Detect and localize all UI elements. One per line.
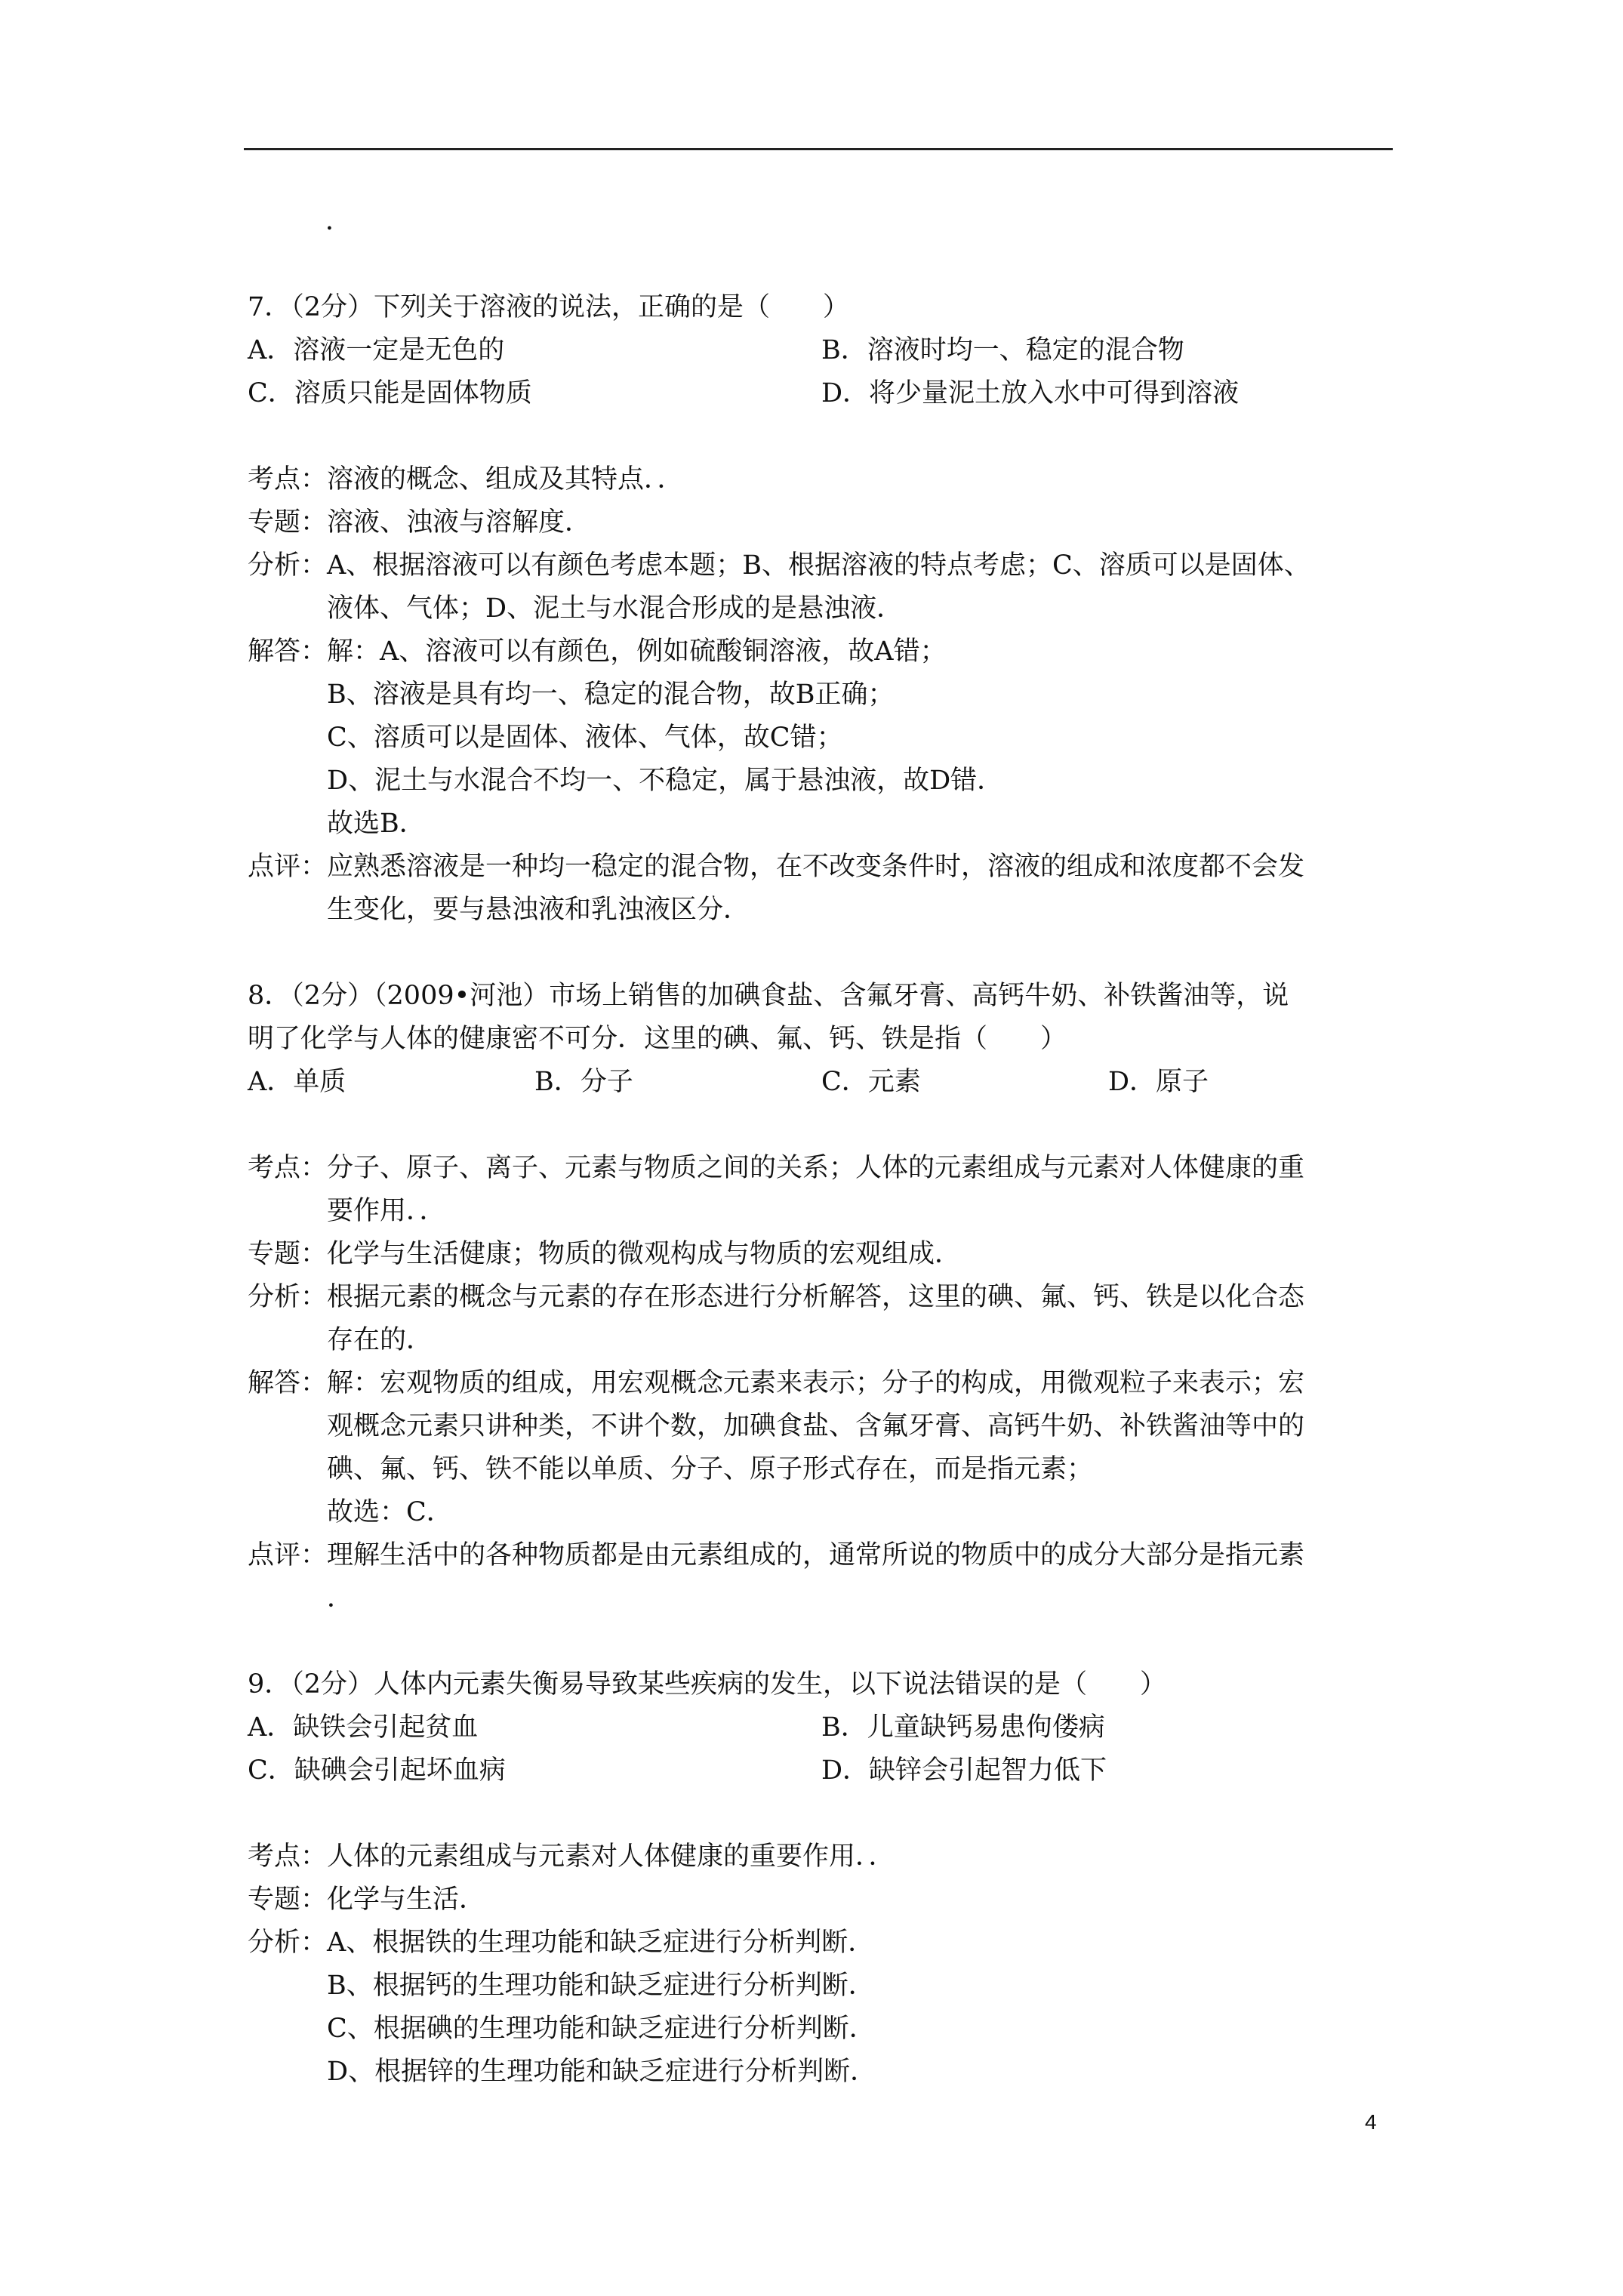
zhuanti-line: 化学与生活． — [327, 1885, 486, 1915]
kaodian-section — [248, 1147, 1395, 1233]
dianping-section — [248, 846, 1395, 932]
option-row — [248, 329, 1395, 372]
fenxi-line: D、根据锌的生理功能和缺乏症进行分析判断． — [327, 2057, 877, 2087]
fenxi-line: B、根据钙的生理功能和缺乏症进行分析判断． — [327, 1971, 875, 2001]
kaodian-section — [248, 458, 1395, 501]
kaodian-line: 分子、原子、离子、元素与物质之间的关系；人体的元素组成与元素对人体健康的重 — [327, 1153, 1305, 1183]
question-stem: 明了化学与人体的健康密不可分．这里的碘、氟、钙、铁是指（ ） — [248, 1024, 1067, 1054]
option-a: A．缺铁会引起贫血 — [248, 1712, 479, 1743]
page-number: 4 — [1365, 2110, 1377, 2134]
option-row — [248, 1749, 1395, 1792]
question-stem: 7．（2分）下列关于溶液的说法，正确的是（ ） — [248, 292, 850, 322]
jieda-line: 故选B． — [327, 809, 426, 839]
option-a: A．单质 — [248, 1067, 346, 1097]
kaodian-section — [248, 1835, 1395, 1878]
header-rule — [244, 148, 1393, 150]
jieda-label: 解答： — [248, 636, 328, 667]
option-row — [248, 372, 1395, 415]
fenxi-line: C、根据碘的生理功能和缺乏症进行分析判断． — [327, 2014, 876, 2044]
zhuanti-section — [248, 1233, 1395, 1276]
fenxi-label: 分析： — [248, 1282, 328, 1312]
fenxi-section — [248, 1276, 1395, 1362]
option-c: C．溶质只能是固体物质 — [248, 378, 532, 408]
zhuanti-section — [248, 501, 1395, 544]
jieda-line: 解：A、溶液可以有颜色，例如硫酸铜溶液，故A错； — [327, 636, 947, 667]
option-c: C．元素 — [821, 1067, 921, 1097]
dianping-line: 理解生活中的各种物质都是由元素组成的，通常所说的物质中的成分大部分是指元素 — [327, 1540, 1305, 1570]
fenxi-line: 液体、气体；D、泥土与水混合形成的是悬浊液． — [327, 593, 904, 624]
option-d: D．原子 — [1108, 1067, 1209, 1097]
kaodian-label: 考点： — [248, 1841, 328, 1872]
jieda-line: 解：宏观物质的组成，用宏观概念元素来表示；分子的构成，用微观粒子来表示；宏 — [327, 1368, 1305, 1398]
fenxi-label: 分析： — [248, 1928, 328, 1958]
zhuanti-label: 专题： — [248, 507, 328, 538]
page-content — [248, 200, 1395, 2094]
zhuanti-line: 化学与生活健康；物质的微观构成与物质的宏观组成． — [327, 1239, 962, 1269]
jieda-line: 故选：C． — [327, 1497, 453, 1527]
jieda-section — [248, 1362, 1395, 1534]
jieda-line: 观概念元素只讲种类，不讲个数，加碘食盐、含氟牙膏、高钙牛奶、补铁酱油等中的 — [327, 1411, 1305, 1441]
zhuanti-label: 专题： — [248, 1885, 328, 1915]
dianping-section — [248, 1534, 1395, 1620]
jieda-line: 碘、氟、钙、铁不能以单质、分子、原子形式存在，而是指元素； — [327, 1454, 1094, 1484]
kaodian-line: 要作用．． — [327, 1196, 446, 1226]
fenxi-section — [248, 1922, 1395, 2094]
dianping-label: 点评： — [248, 1540, 328, 1570]
option-row — [248, 1706, 1395, 1749]
fenxi-line: A、根据铁的生理功能和缺乏症进行分析判断． — [327, 1928, 875, 1958]
top-fragment: ． — [325, 206, 353, 236]
jieda-line: C、溶质可以是固体、液体、气体，故C错； — [327, 723, 843, 753]
zhuanti-line: 溶液、浊液与溶解度． — [327, 507, 592, 538]
dianping-label: 点评： — [248, 852, 328, 882]
zhuanti-section — [248, 1878, 1395, 1922]
option-b: B．溶液时均一、稳定的混合物 — [821, 335, 1184, 365]
zhuanti-label: 专题： — [248, 1239, 328, 1269]
dianping-line: ． — [327, 1583, 354, 1613]
jieda-label: 解答： — [248, 1368, 328, 1398]
kaodian-label: 考点： — [248, 1153, 328, 1183]
question-stem: 9．（2分）人体内元素失衡易导致某些疾病的发生，以下说法错误的是（ ） — [248, 1669, 1167, 1700]
option-b: B．儿童缺钙易患佝偻病 — [821, 1712, 1105, 1743]
dianping-line: 生变化，要与悬浊液和乳浊液区分． — [327, 895, 750, 925]
option-d: D．将少量泥土放入水中可得到溶液 — [821, 378, 1240, 408]
fenxi-line: 存在的． — [327, 1325, 433, 1355]
question-7 — [248, 286, 1395, 932]
fenxi-line: 根据元素的概念与元素的存在形态进行分析解答，这里的碘、氟、钙、铁是以化合态 — [327, 1282, 1305, 1312]
option-row — [248, 1061, 1395, 1104]
question-9 — [248, 1663, 1395, 2094]
kaodian-line: 人体的元素组成与元素对人体健康的重要作用．． — [327, 1841, 895, 1872]
option-d: D．缺锌会引起智力低下 — [821, 1755, 1107, 1786]
jieda-line: B、溶液是具有均一、稳定的混合物，故B正确； — [327, 680, 895, 710]
fenxi-section — [248, 544, 1395, 630]
dianping-line: 应熟悉溶液是一种均一稳定的混合物，在不改变条件时，溶液的组成和浓度都不会发 — [327, 852, 1305, 882]
fenxi-label: 分析： — [248, 550, 328, 581]
question-8 — [248, 975, 1395, 1620]
fenxi-line: A、根据溶液可以有颜色考虑本题；B、根据溶液的特点考虑；C、溶质可以是固体、 — [327, 550, 1310, 581]
kaodian-label: 考点： — [248, 464, 328, 495]
option-c: C．缺碘会引起坏血病 — [248, 1755, 506, 1786]
jieda-section — [248, 630, 1395, 846]
jieda-line: D、泥土与水混合不均一、不稳定，属于悬浊液，故D错． — [327, 766, 1004, 796]
question-stem: 8．（2分）（2009•河池）市场上销售的加碘食盐、含氟牙膏、高钙牛奶、补铁酱油等，说 — [248, 981, 1289, 1011]
option-b: B．分子 — [534, 1067, 633, 1097]
option-a: A．溶液一定是无色的 — [248, 335, 505, 365]
kaodian-line: 溶液的概念、组成及其特点．． — [327, 464, 684, 495]
